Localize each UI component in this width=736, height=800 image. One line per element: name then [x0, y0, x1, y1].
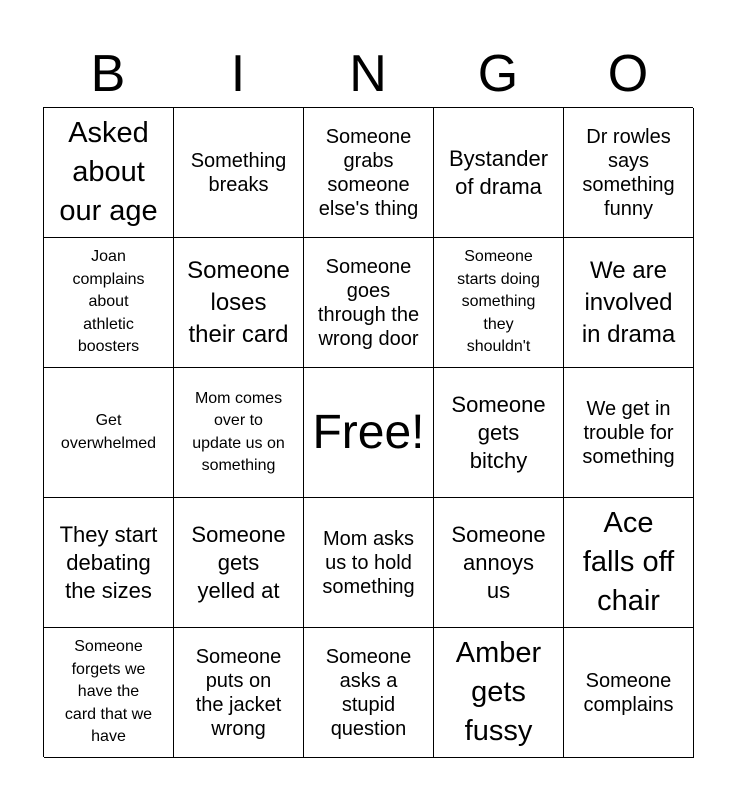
bingo-cell[interactable]	[44, 108, 174, 238]
cell-text: Dr rowles says something funny	[582, 125, 675, 220]
bingo-cell[interactable]	[174, 238, 304, 368]
cell-text: We get in trouble for something	[582, 397, 675, 468]
free-space-text: Free!	[312, 405, 425, 459]
bingo-cell[interactable]	[564, 498, 694, 628]
header-letter-n: N	[349, 45, 387, 103]
bingo-cell[interactable]	[174, 368, 304, 498]
bingo-cell[interactable]	[304, 498, 434, 628]
bingo-cell[interactable]	[44, 628, 174, 758]
bingo-cell[interactable]	[304, 628, 434, 758]
cell-text: We are involved in drama	[581, 256, 676, 348]
header-letter-g: G	[477, 45, 519, 103]
cell-text: Someone gets yelled at	[191, 521, 286, 603]
bingo-cell[interactable]	[434, 238, 564, 368]
bingo-cell[interactable]	[304, 238, 434, 368]
cell-text: Ace falls off chair	[582, 507, 675, 617]
cell-text: Asked about our age	[59, 117, 158, 227]
bingo-cell[interactable]	[304, 108, 434, 238]
bingo-cell[interactable]	[44, 498, 174, 628]
cell-text: Mom asks us to hold something	[322, 527, 415, 598]
cell-text: Someone forgets we have the card that we have	[64, 638, 153, 746]
cell-text: Someone grabs someone else's thing	[318, 125, 419, 220]
cell-text: Someone annoys us	[451, 521, 546, 603]
bingo-cell[interactable]	[174, 108, 304, 238]
bingo-cell[interactable]	[564, 628, 694, 758]
bingo-cell[interactable]	[564, 238, 694, 368]
bingo-cell[interactable]	[434, 498, 564, 628]
cell-text: Bystander of drama	[448, 145, 549, 199]
cell-text: Someone puts on the jacket wrong	[195, 645, 282, 740]
bingo-cell[interactable]	[434, 628, 564, 758]
cell-text: Someone asks a stupid question	[325, 645, 412, 740]
bingo-cell[interactable]	[44, 368, 174, 498]
cell-text: Someone loses their card	[187, 256, 290, 348]
cell-text: Someone gets bitchy	[451, 391, 546, 473]
bingo-card-grid	[43, 107, 693, 757]
bingo-cell[interactable]	[44, 238, 174, 368]
cell-text: Someone goes through the wrong door	[317, 255, 420, 350]
bingo-header	[43, 40, 693, 108]
bingo-cell[interactable]	[174, 628, 304, 758]
bingo-cell[interactable]	[434, 108, 564, 238]
bingo-cell[interactable]	[564, 108, 694, 238]
free-space-cell[interactable]	[304, 368, 434, 498]
cell-text: Something breaks	[190, 149, 287, 196]
bingo-cell[interactable]	[174, 498, 304, 628]
cell-text: Mom comes over to update us on something	[192, 389, 285, 474]
bingo-cell[interactable]	[564, 368, 694, 498]
cell-text: Someone starts doing something they shouldn't	[457, 248, 540, 356]
bingo-cell[interactable]	[434, 368, 564, 498]
cell-text: Someone complains	[583, 669, 674, 716]
cell-text: Get overwhelmed	[60, 412, 157, 452]
cell-text: Amber gets fussy	[455, 637, 542, 747]
cell-text: Joan complains about athletic boosters	[72, 248, 145, 356]
header-letter-i: I	[230, 45, 246, 103]
cell-text: They start debating the sizes	[59, 521, 158, 603]
header-letter-b: B	[90, 45, 126, 103]
header-letter-o: O	[607, 45, 649, 103]
